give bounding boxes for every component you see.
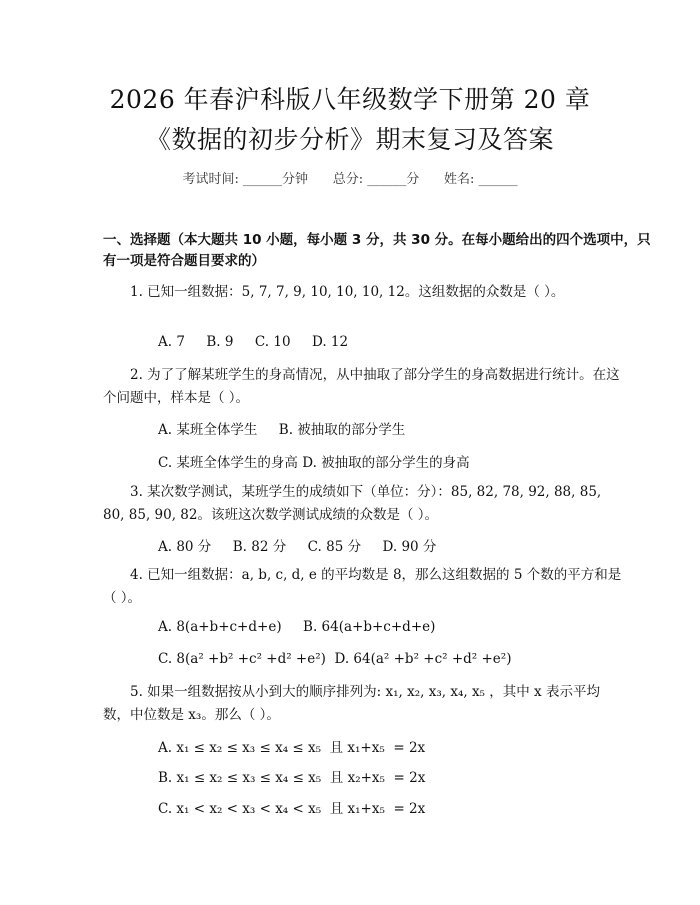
question-5-option-a: A. x₁ ≤ x₂ ≤ x₃ ≤ x₄ ≤ x₅ 且 x₁+x₅ = 2x: [158, 740, 426, 756]
section-heading: 一、选择题（本大题共 10 小题，每小题 3 分，共 30 分。在每小题给出的四个选项中，只有一项是符合题目要求的）: [103, 232, 651, 269]
question-4-options-ab: A. 8(a+b+c+d+e) B. 64(a+b+c+d+e): [158, 619, 436, 635]
question-4: 4. 已知一组数据：a, b, c, d, e 的平均数是 8，那么这组数据的 5 个数的平方和是（ ）。: [103, 567, 622, 606]
document-title-line2: 《数据的初步分析》期末复习及答案: [145, 125, 554, 154]
question-2-options-cd: C. 某班全体学生的身高 D. 被抽取的部分学生的身高: [158, 455, 470, 471]
question-1-options: A. 7 B. 9 C. 10 D. 12: [158, 334, 349, 350]
question-2: 2. 为了了解某班学生的身高情况，从中抽取了部分学生的身高数据进行统计。在这个问题中，样本是（ ）。: [103, 367, 620, 406]
question-5-option-b: B. x₁ ≤ x₂ ≤ x₃ ≤ x₄ ≤ x₅ 且 x₂+x₅ = 2x: [158, 770, 426, 786]
question-3-options: A. 80 分 B. 82 分 C. 85 分 D. 90 分: [158, 539, 437, 555]
question-3: 3. 某次数学测试，某班学生的成绩如下（单位：分）：85, 82, 78, 92, 88, 85, 80, 85, 90, 82。该班这次数学测试成绩的众数是（ ）。: [103, 484, 602, 523]
question-5: 5. 如果一组数据按从小到大的顺序排列为: x₁, x₂, x₃, x₄, x₅ ，其中 x 表示平均数，中位数是 x₃。那么（ ）。: [103, 684, 600, 723]
question-4-options-cd: C. 8(a² +b² +c² +d² +e²) D. 64(a² +b² +c² +d² +e²): [158, 651, 512, 667]
exam-info: 考试时间: ______分钟 总分: ______分 姓名: ______: [182, 172, 518, 187]
question-5-option-c: C. x₁ < x₂ < x₃ < x₄ < x₅ 且 x₁+x₅ = 2x: [158, 801, 426, 817]
question-1: 1. 已知一组数据：5, 7, 7, 9, 10, 10, 10, 12。这组数据的众数是（ ）。: [130, 284, 565, 300]
question-2-options-ab: A. 某班全体学生 B. 被抽取的部分学生: [158, 422, 406, 438]
document-title-line1: 2026 年春沪科版八年级数学下册第 20 章: [109, 85, 591, 114]
